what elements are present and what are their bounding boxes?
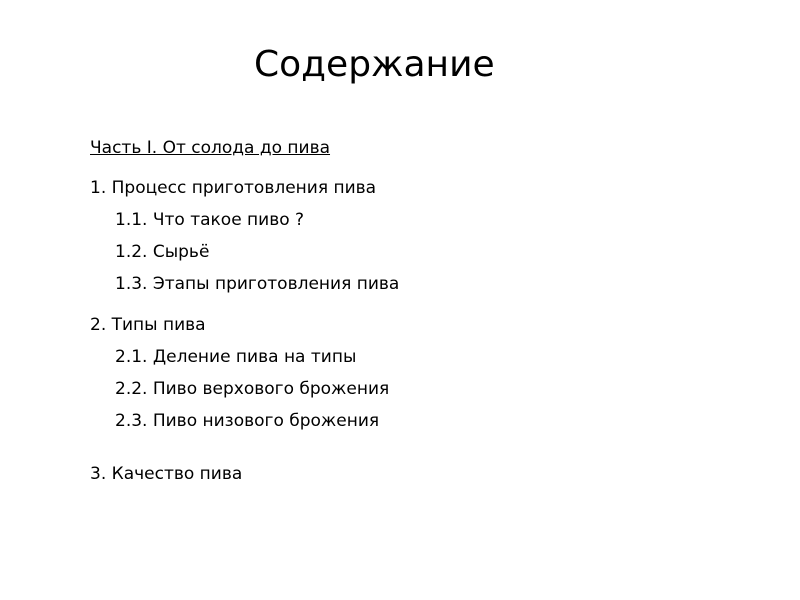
page-title: Содержание xyxy=(254,44,495,85)
section-2: 2. Типы пива xyxy=(90,315,206,335)
section-1: 1. Процесс приготовления пива xyxy=(90,178,377,198)
subsection-2-1: 2.1. Деление пива на типы xyxy=(115,347,357,367)
subsection-1-2: 1.2. Сырьё xyxy=(115,242,210,262)
subsection-1-3: 1.3. Этапы приготовления пива xyxy=(115,274,400,294)
section-3: 3. Качество пива xyxy=(90,464,243,484)
subsection-2-3: 2.3. Пиво низового брожения xyxy=(115,411,380,431)
part-heading: Часть I. От солода до пива xyxy=(90,138,331,158)
subsection-1-1: 1.1. Что такое пиво ? xyxy=(115,210,305,230)
subsection-2-2: 2.2. Пиво верхового брожения xyxy=(115,379,390,399)
